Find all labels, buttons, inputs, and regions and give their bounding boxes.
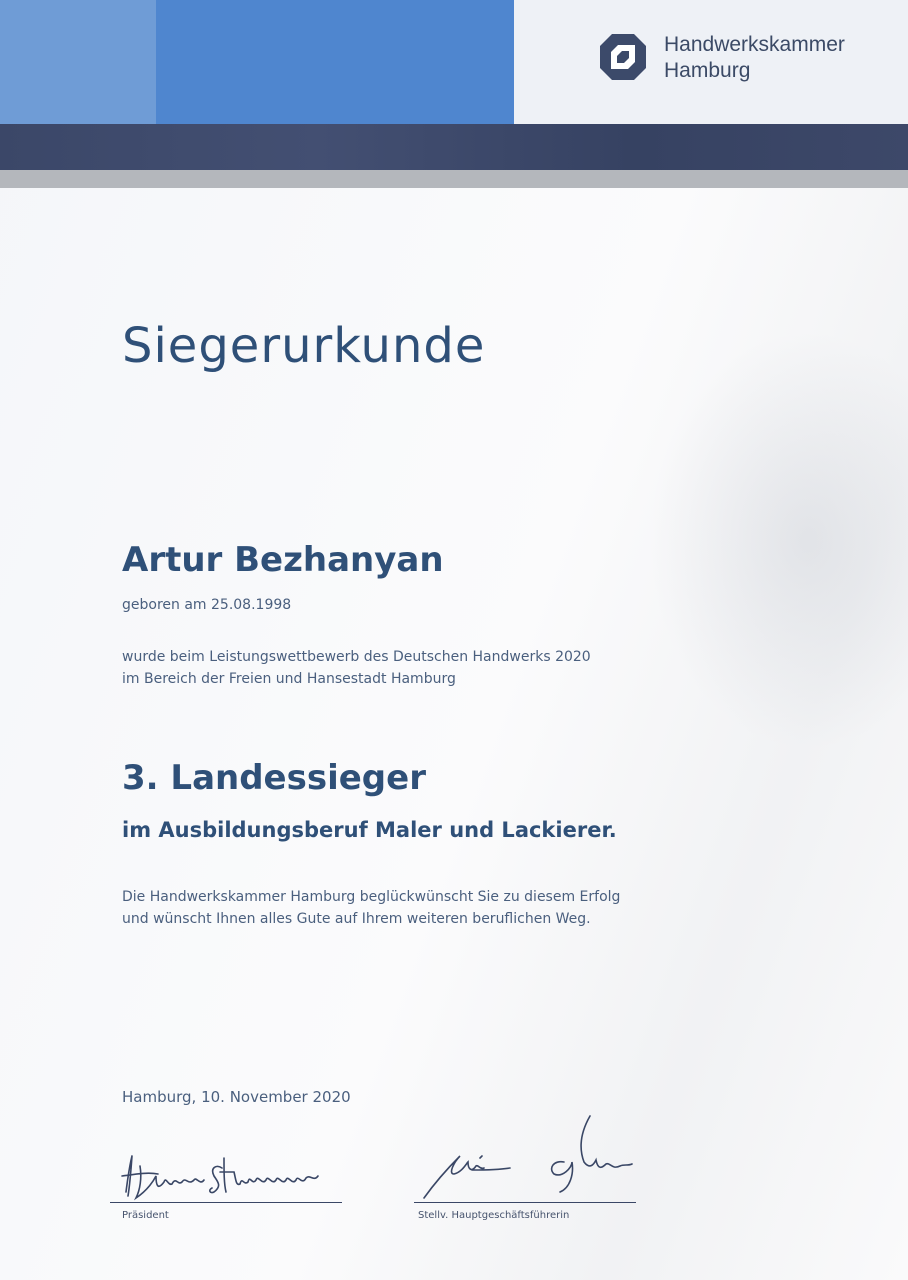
header-band-grey: [0, 170, 908, 188]
header-band-navy: [0, 124, 908, 172]
president-signature-image: [118, 1146, 342, 1206]
award-title: 3. Landessieger: [122, 758, 426, 798]
place-and-date: Hamburg, 10. November 2020: [122, 1088, 351, 1106]
signature-line-president: [110, 1202, 342, 1203]
certificate-title: Siegerurkunde: [122, 318, 486, 374]
birth-date-line: geboren am 25.08.1998: [122, 597, 292, 613]
congrats-line-2: und wünscht Ihnen alles Gute auf Ihrem weiteren beruflichen Weg.: [122, 911, 591, 927]
competition-line-1: wurde beim Leistungswettbewerb des Deutschen Handwerks 2020: [122, 649, 591, 665]
handwerkskammer-logo-icon: [598, 32, 648, 82]
congratulations-text: [122, 886, 702, 930]
header-band-light-blue: [0, 0, 156, 128]
signature-role-deputy: Stellv. Hauptgeschäftsführerin: [418, 1210, 570, 1221]
lighting-shadow: [648, 330, 908, 750]
recipient-name: Artur Bezhanyan: [122, 540, 444, 580]
header-band-blue: [156, 0, 514, 128]
organization-name-line2: Hamburg: [664, 59, 751, 82]
trade-line: im Ausbildungsberuf Maler und Lackierer.: [122, 818, 617, 842]
organization-name: [664, 32, 900, 84]
deputy-signature-image: [414, 1112, 634, 1206]
signature-role-president: Präsident: [122, 1210, 169, 1221]
competition-line-2: im Bereich der Freien und Hansestadt Hamburg: [122, 671, 456, 687]
competition-text: [122, 646, 682, 690]
signature-line-deputy: [414, 1202, 636, 1203]
organization-name-line1: Handwerkskammer: [664, 33, 845, 56]
congrats-line-1: Die Handwerkskammer Hamburg beglückwünscht Sie zu diesem Erfolg: [122, 889, 621, 905]
